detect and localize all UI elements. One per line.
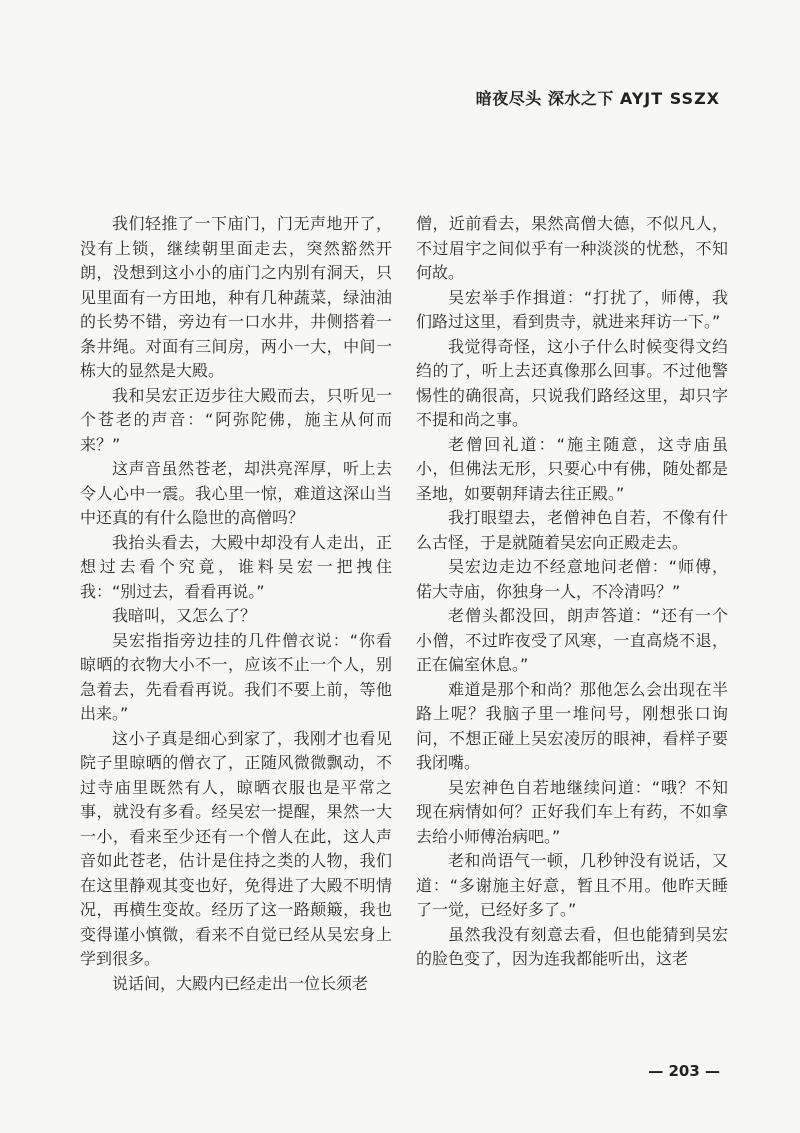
paragraph: 我暗叫，又怎么了？ bbox=[112, 606, 257, 625]
paragraph: 这声音虽然苍老，却洪亮浑厚，听上去令人心中一震。我心里一惊，难道这深山当中还真的有什么隐世的高僧吗？ bbox=[80, 459, 392, 527]
paragraph: 我们轻推了一下庙门，门无声地开了，没有上锁，继续朝里面走去，突然豁然开朗，没想到这小小的庙门之内别有洞天，只见里面有一方田地，种有几种蔬菜，绿油油的长势不错，旁边有一口水井，井侧搭着一条井绳。对面有三间房，两小一大，中间一栋大的显然是大殿。 bbox=[80, 214, 392, 380]
paragraph: 吴宏指指旁边挂的几件僧衣说：“你看晾晒的衣物大小不一，应该不止一个人，别急着去，先看看再说。我们不要上前，等他出来。” bbox=[80, 630, 392, 723]
paragraph: 老和尚语气一顿，几秒钟没有说话，又道：“多谢施主好意，暂且不用。他昨天睡了一觉，已经好多了。” bbox=[416, 851, 728, 919]
running-header bbox=[476, 86, 720, 109]
paragraph: 吴宏举手作揖道：“打扰了，师傅，我们路过这里，看到贵寺，就进来拜访一下。” bbox=[416, 287, 728, 331]
paragraph: 说话间，大殿内已经走出一位长须老 bbox=[112, 973, 369, 993]
right-column bbox=[416, 212, 728, 972]
header-title-cn: 暗夜尽头 深水之下 bbox=[475, 89, 614, 108]
paragraph: 吴宏边走边不经意地问老僧：“师傅，偌大寺庙，你独身一人，不冷清吗？” bbox=[416, 557, 728, 601]
paragraph: 老僧头都没回，朗声答道：“还有一个小僧，不过昨夜受了风寒，一直高烧不退，正在偏室休息。” bbox=[416, 606, 728, 674]
paragraph-continuation: 僧，近前看去，果然高僧大德，不似凡人，不过眉宇之间似乎有一种淡淡的忧愁，不知何故。 bbox=[416, 214, 728, 282]
paragraph: 老僧回礼道：“施主随意，这寺庙虽小，但佛法无形，只要心中有佛，随处都是圣地，如要朝拜请去往正殿。” bbox=[416, 434, 728, 503]
paragraph: 吴宏神色自若地继续问道：“哦？不知现在病情如何？正好我们车上有药，不如拿去给小师傅治病吧。” bbox=[416, 777, 728, 846]
paragraph: 我和吴宏正迈步往大殿而去，只听见一个苍老的声音：“阿弥陀佛，施主从何而来？” bbox=[80, 385, 392, 454]
paragraph: 我打眼望去，老僧神色自若，不像有什么古怪，于是就随着吴宏向正殿走去。 bbox=[416, 508, 728, 552]
page-number: — 203 — bbox=[648, 1062, 720, 1080]
left-column bbox=[80, 212, 392, 996]
header-title-latin: AYJT SSZX bbox=[619, 89, 720, 108]
paragraph: 我抬头看去，大殿中却没有人走出，正想过去看个究竟，谁料吴宏一把拽住我：“别过去，看看再说。” bbox=[80, 532, 392, 601]
paragraph: 难道是那个和尚？那他怎么会出现在半路上呢？我脑子里一堆问号，刚想张口询问，不想正碰上吴宏凌厉的眼神，看样子要我闭嘴。 bbox=[416, 679, 728, 772]
paragraph: 我觉得奇怪，这小子什么时候变得文绉绉的了，听上去还真像那么回事。不过他警惕性的确很高，只说我们路经这里，却只字不提和尚之事。 bbox=[416, 336, 728, 429]
paragraph: 这小子真是细心到家了，我刚才也看见院子里晾晒的僧衣了，正随风微微飘动，不过寺庙里既然有人，晾晒衣服也是平常之事，就没有多看。经吴宏一提醒，果然一大一小，看来至少还有一个僧人在此，这人声音如此苍老，估计是住持之类的人物，我们在这里静观其变也好，免得进了大殿不明情况，再横生变故。经历了这一路颠簸，我也变得谨小慎微，看来不自觉已经从吴宏身上学到很多。 bbox=[80, 728, 392, 968]
paragraph: 虽然我没有刻意去看，但也能猜到吴宏的脸色变了，因为连我都能听出，这老 bbox=[416, 924, 728, 968]
